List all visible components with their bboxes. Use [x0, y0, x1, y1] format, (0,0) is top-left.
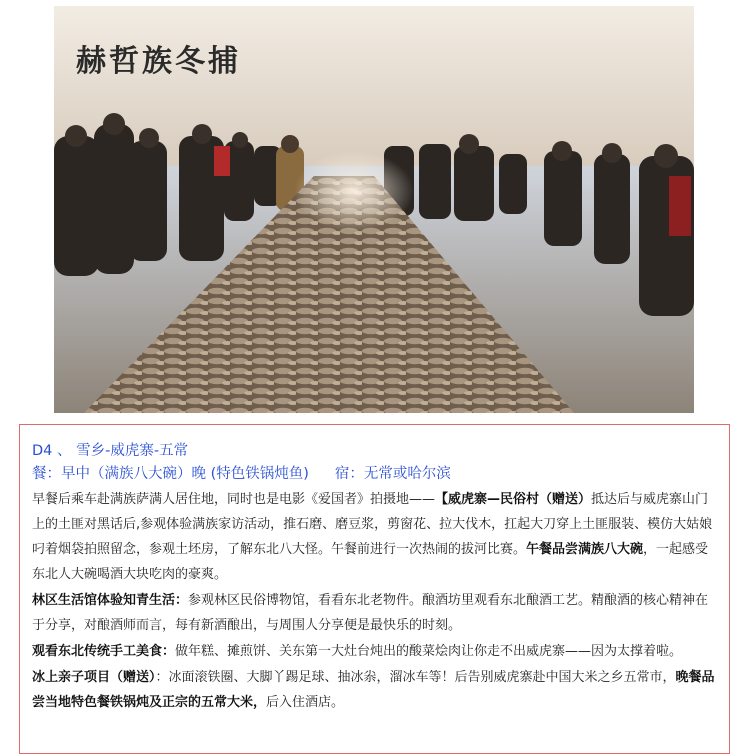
day-title: D4 、 雪乡-威虎寨-五常 [32, 443, 189, 459]
intro-bold-2: 午餐品尝满族八大碗 [526, 542, 644, 557]
meals-text: 餐：早中（满族八大碗）晚 (特色铁锅炖鱼) [32, 466, 309, 482]
ice-bold-dinner: 晚餐品尝当地特色餐铁锅炖及正宗的五常大米， [32, 670, 715, 710]
itinerary-card [19, 424, 730, 754]
ice-text-1: ：冰面滚铁圈、大脚丫踢足球、抽冰尜，溜冰车等！后告别威虎寨赴中国大米之乡五常市， [155, 670, 676, 685]
forest-heading: 林区生活馆体验知青生活： [32, 593, 189, 608]
food-text: 做年糕、摊煎饼、关东第一大灶台炖出的酸菜烩肉让你走不出威虎寨——因为太撑着啦。 [175, 644, 683, 659]
forest-paragraph [32, 588, 720, 638]
ice-text-2: 后入住酒店。 [266, 695, 345, 710]
photo-caption: 赫哲族冬捕 [76, 44, 241, 79]
ice-paragraph [32, 665, 720, 715]
food-heading: 观看东北传统手工美食： [32, 644, 176, 659]
intro-text-1: 早餐后乘车赴满族萨满人居住地，同时也是电影《爱国者》拍摄地—— [32, 492, 436, 507]
ice-heading: 冰上亲子项目（赠送） [32, 670, 156, 685]
intro-text-2: 抵达后与威虎寨山门上的土匪对黑话后,参观体验满族家访活动，推石磨、磨豆浆，剪窗花、拉大伐木，扛起大刀穿上土匪服装、模仿大姑娘叼着烟袋拍照留念，参观土坯房，了解东北八大怪。午餐前进行一次热闹的拔河比赛。 [32, 492, 713, 557]
stay-text: 宿：无常或哈尔滨 [334, 466, 451, 482]
food-paragraph [32, 639, 720, 664]
intro-paragraph [32, 487, 720, 587]
meals-line [32, 462, 720, 486]
intro-bold-1: 【威虎寨—民俗村（赠送） [435, 492, 592, 507]
forest-text: 参观林区民俗博物馆，看看东北老物件。酿酒坊里观看东北酿酒工艺。精酿酒的核心精神在于分享，对酿酒师而言，每有新酒酿出，与周围人分享便是最快乐的时刻。 [32, 593, 709, 633]
intro-text-3: ，一起感受东北人大碗喝酒大块吃肉的豪爽。 [32, 542, 709, 582]
winter-fishing-photo [54, 6, 694, 413]
